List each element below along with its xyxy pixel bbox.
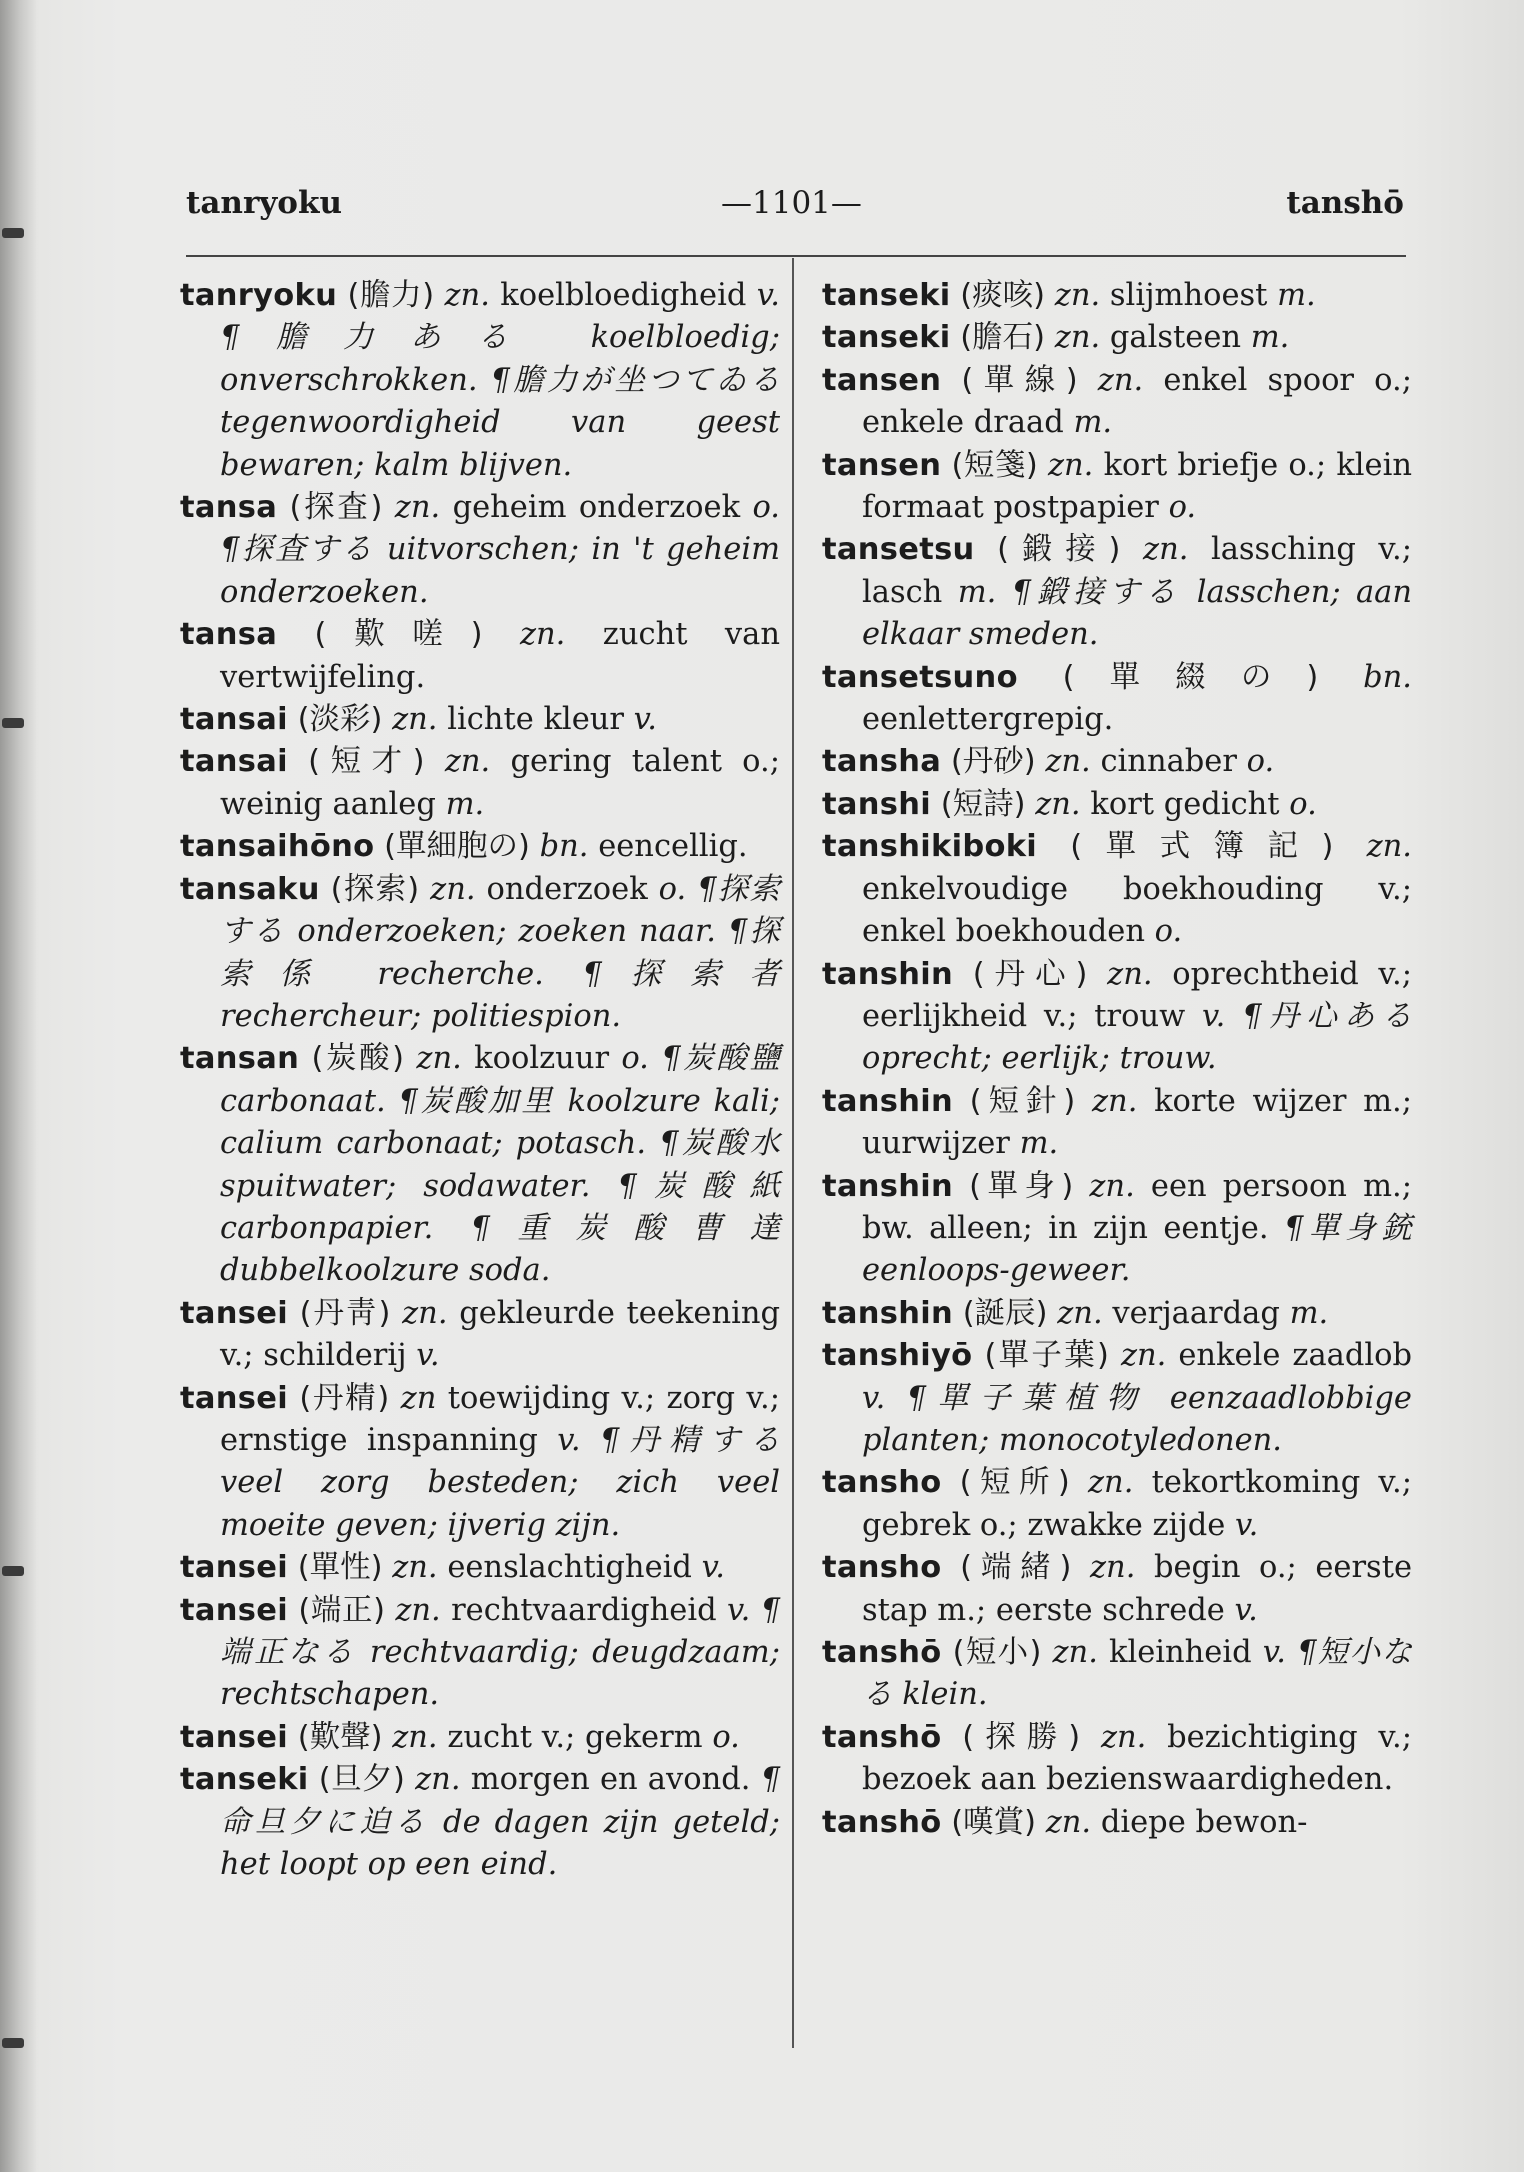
entry-grammar: zn.: [1089, 1168, 1135, 1204]
entry-grammar: zn.: [402, 1295, 448, 1331]
entry-headword: tansen: [822, 362, 942, 398]
entry-grammar: zn.: [1143, 532, 1189, 568]
entry-headword: tansaku: [180, 871, 320, 907]
entry-kanji: (淡彩): [297, 702, 383, 738]
entry-gender: o.: [1154, 914, 1183, 950]
entry-headword: tansei: [180, 1719, 288, 1755]
dictionary-entry: [822, 1081, 1412, 1166]
entry-headword: tanshin: [822, 1168, 954, 1204]
dictionary-entry: [822, 1632, 1412, 1717]
entry-gender: v.: [557, 1422, 581, 1458]
entry-definition: korte wijzer m.; uurwijzer: [862, 1083, 1412, 1162]
entry-headword: tansa: [180, 617, 278, 653]
dictionary-entry: [180, 826, 780, 868]
entry-grammar: zn.: [1087, 1465, 1134, 1501]
entry-gender: v.: [1235, 1507, 1259, 1543]
entry-kanji: (膽力): [347, 278, 435, 313]
entry-definition: een persoon m.; bw. alleen; in zijn eentje.: [862, 1168, 1412, 1246]
entry-definition: eenlettergrepig.: [862, 702, 1114, 738]
dictionary-entry: [822, 445, 1412, 530]
dictionary-entry: [180, 614, 780, 699]
entry-headword: tansan: [180, 1041, 300, 1077]
dictionary-entry: [180, 1378, 780, 1548]
entry-definition: oprechtheid v.; eerlijkheid v.; trouw: [862, 956, 1412, 1034]
entry-kanji: (單身): [969, 1168, 1074, 1204]
dictionary-entry: [180, 487, 780, 614]
dictionary-entry: [180, 1759, 780, 1886]
entry-kanji: (單細胞の): [384, 829, 530, 865]
right-column: [822, 275, 1412, 1844]
entry-kanji: (丹靑): [299, 1295, 391, 1331]
header-rule: [186, 255, 1406, 257]
entry-kanji: (探勝): [962, 1719, 1081, 1755]
entry-kanji: (單子葉): [984, 1338, 1109, 1374]
entry-headword: tanshō: [822, 1804, 942, 1840]
dictionary-entry: [180, 869, 780, 1039]
entry-gender: o.: [1289, 786, 1317, 822]
entry-definition: cinnaber: [1100, 744, 1237, 780]
entry-grammar: zn.: [392, 702, 438, 738]
page-number: —1101—: [721, 185, 862, 221]
dictionary-entry: [180, 1293, 780, 1378]
entry-definition: onderzoek: [486, 871, 648, 907]
entry-grammar: zn.: [1089, 1550, 1136, 1586]
entry-gender: v.: [1262, 1635, 1286, 1670]
entry-headword: tansai: [180, 702, 288, 738]
entry-examples: ¶探査する uitvorschen; in 't geheim onderzoeken.: [220, 532, 780, 610]
entry-definition: tekortkoming v.; gebrek o.; zwakke zijde: [862, 1465, 1412, 1543]
entry-grammar: zn.: [415, 1762, 461, 1798]
entry-gender: m.: [1289, 1295, 1329, 1331]
dictionary-entry: [180, 1547, 780, 1589]
entry-definition: bezichtiging v.; bezoek aan bezienswaardigheden.: [862, 1719, 1413, 1798]
entry-headword: tanshi: [822, 786, 931, 822]
entry-headword: tanshin: [822, 1083, 954, 1119]
entry-grammar: zn.: [395, 1592, 441, 1628]
entry-gender: o.: [621, 1041, 649, 1077]
entry-gender: m.: [1250, 320, 1290, 356]
entry-kanji: (鍛接): [997, 532, 1121, 568]
entry-definition: geheim onderzoek: [452, 490, 741, 526]
entry-gender: v.: [726, 1592, 751, 1628]
running-head-left: tanryoku: [186, 185, 342, 221]
entry-headword: tanseki: [822, 278, 951, 313]
entry-definition: lassching v.; lasch: [862, 532, 1412, 610]
entry-grammar: zn.: [1091, 1083, 1138, 1119]
entry-grammar: zn.: [444, 278, 490, 313]
entry-kanji: (短箋): [951, 447, 1038, 483]
entry-gender: o.: [712, 1719, 740, 1755]
entry-definition: galsteen: [1109, 320, 1242, 356]
dictionary-entry: [822, 1293, 1412, 1335]
entry-grammar: zn.: [1100, 1719, 1147, 1755]
entry-kanji: (痰咳): [960, 278, 1046, 313]
entry-kanji: (短才): [308, 744, 425, 780]
entry-headword: tansei: [180, 1380, 288, 1416]
entry-grammar: zn.: [1054, 320, 1101, 356]
entry-kanji: (膽石): [960, 320, 1046, 356]
entry-definition: lichte kleur: [447, 702, 624, 738]
page-binding: [0, 0, 36, 2172]
entry-grammar: zn.: [1107, 956, 1153, 992]
entry-headword: tanshin: [822, 956, 954, 992]
entry-examples: ¶鍛接する lasschen; aan elkaar smeden.: [862, 574, 1412, 653]
entry-examples: ¶探索する onderzoeken; zoeken naar. ¶探索係 recherche. ¶探索者 rechercheur; politiespion.: [220, 871, 781, 1034]
dictionary-entry: [180, 275, 780, 487]
entry-definition: zucht v.; gekerm: [447, 1719, 703, 1755]
entry-grammar: zn.: [1366, 829, 1412, 865]
entry-gender: v.: [1202, 998, 1226, 1034]
entry-definition: enkelvoudige boekhouding v.; enkel boekhouden: [862, 871, 1412, 950]
entry-examples: ¶單身銃 eenloops-geweer.: [862, 1210, 1412, 1289]
entry-grammar: zn.: [1054, 278, 1101, 313]
dictionary-entry: [822, 1717, 1412, 1802]
entry-headword: tansha: [822, 744, 942, 780]
entry-grammar: zn.: [444, 744, 491, 780]
entry-kanji: (歎嗟): [314, 617, 483, 653]
entry-kanji: (單綴の): [1062, 659, 1319, 695]
running-head: [186, 185, 1404, 235]
entry-kanji: (短針): [969, 1083, 1076, 1119]
dictionary-entry: [822, 1462, 1412, 1547]
entry-definition: slijmhoest: [1109, 278, 1268, 313]
entry-headword: tansho: [822, 1550, 942, 1586]
dictionary-entry: [822, 1802, 1412, 1844]
dictionary-entry: [822, 954, 1412, 1081]
entry-kanji: (短詩): [940, 786, 1026, 822]
entry-headword: tansetsu: [822, 532, 975, 568]
entry-kanji: (單線): [961, 362, 1078, 398]
entry-gender: m.: [445, 786, 485, 822]
entry-headword: tansei: [180, 1550, 288, 1586]
entry-gender: v.: [701, 1550, 725, 1586]
entry-headword: tansai: [180, 744, 288, 780]
entry-gender: m.: [1073, 405, 1113, 441]
entry-grammar: zn.: [416, 1041, 462, 1077]
entry-grammar: zn.: [1047, 447, 1094, 483]
entry-grammar: zn: [400, 1380, 437, 1416]
entry-headword: tanshin: [822, 1295, 954, 1331]
entry-definition: kort gedicht: [1090, 786, 1280, 822]
entry-headword: tansho: [822, 1465, 942, 1501]
binding-stitch: [2, 2038, 24, 2048]
entry-definition: eenslachtigheid: [447, 1550, 692, 1586]
dictionary-entry: [822, 275, 1412, 317]
entry-examples: ¶炭酸鹽 carbonaat. ¶炭酸加里 koolzure kali; calium carbonaat; potasch. ¶炭酸水 spuitwater; sodawater. ¶炭酸紙 carbonpapier. ¶重炭酸曹達 dubbelkoolzure soda.: [220, 1041, 780, 1289]
entry-examples: ¶短小なる klein.: [862, 1635, 1413, 1713]
entry-headword: tanshō: [822, 1719, 942, 1755]
entry-kanji: (丹心): [972, 956, 1088, 992]
binding-stitch: [2, 1566, 24, 1576]
entry-kanji: (短小): [952, 1635, 1042, 1670]
entry-gender: m.: [1277, 278, 1316, 313]
entry-kanji: (探索): [330, 871, 420, 907]
entry-headword: tanseki: [180, 1762, 309, 1798]
entry-headword: tanshō: [822, 1635, 942, 1670]
entry-gender: v.: [1234, 1592, 1258, 1628]
dictionary-entry: [180, 1038, 780, 1292]
entry-examples: ¶單子葉植物 eenzaadlobbige planten; monocotyledonen.: [862, 1380, 1412, 1458]
entry-kanji: (丹精): [299, 1380, 390, 1416]
entry-definition: rechtvaardigheid: [451, 1592, 717, 1628]
entry-examples: ¶丹心ある oprecht; eerlijk; trouw.: [862, 998, 1412, 1077]
entry-definition: gekleurde teekening v.; schilderij: [220, 1295, 781, 1374]
entry-grammar: zn.: [1045, 1804, 1092, 1840]
entry-grammar: zn.: [392, 1550, 438, 1586]
dictionary-entry: [822, 360, 1412, 445]
entry-grammar: zn.: [519, 617, 566, 653]
entry-headword: tansei: [180, 1592, 288, 1628]
entry-kanji: (端緒): [960, 1550, 1072, 1586]
binding-stitch: [2, 228, 24, 238]
entry-gender: o.: [1246, 744, 1275, 780]
entry-gender: m.: [1019, 1126, 1059, 1162]
entry-grammar: zn.: [1035, 786, 1081, 822]
dictionary-entry: [180, 1590, 780, 1717]
entry-examples: ¶端正なる rechtvaardig; deugdzaam; rechtschapen.: [220, 1592, 781, 1713]
entry-examples: ¶丹精する veel zorg besteden; zich veel moeite geven; ijverig zijn.: [220, 1422, 780, 1543]
entry-gender: v.: [862, 1380, 886, 1416]
entry-kanji: (短所): [959, 1465, 1070, 1501]
entry-grammar: zn.: [1045, 744, 1091, 780]
dictionary-entry: [180, 699, 780, 741]
entry-headword: tansetsuno: [822, 659, 1018, 695]
entry-definition: enkele zaadlob: [1178, 1338, 1412, 1374]
entry-definition: begin o.; eerste stap m.; eerste schrede: [862, 1550, 1412, 1628]
binding-stitch: [2, 718, 24, 728]
entry-definition: morgen en avond.: [470, 1762, 751, 1798]
dictionary-entry: [822, 1335, 1412, 1462]
entry-gender: o.: [752, 490, 780, 526]
entry-kanji: (歎聲): [297, 1719, 383, 1755]
entry-headword: tanryoku: [180, 278, 338, 313]
entry-definition: toewijding v.; zorg v.; ernstige inspanning: [220, 1380, 781, 1458]
entry-grammar: bn.: [1363, 659, 1412, 695]
dictionary-entry: [822, 1166, 1412, 1293]
entry-definition: kort briefje o.; klein formaat postpapier: [862, 447, 1413, 526]
entry-definition: koolzuur: [474, 1041, 610, 1077]
entry-kanji: (端正): [298, 1592, 385, 1628]
entry-gender: v.: [633, 702, 657, 738]
entry-definition: diepe bewon-: [1100, 1804, 1308, 1840]
entry-headword: tansei: [180, 1295, 288, 1331]
entry-kanji: (單性): [297, 1550, 383, 1586]
entry-grammar: zn.: [1097, 362, 1144, 398]
entry-headword: tansaihōno: [180, 829, 375, 865]
entry-headword: tanseki: [822, 320, 951, 356]
entry-grammar: zn.: [392, 1719, 438, 1755]
entry-gender: m.: [957, 574, 997, 610]
entry-examples: ¶膽力ある koelbloedig; onverschrokken. ¶膽力が坐つてゐる tegenwoordigheid van geest bewaren; kalm blijven.: [220, 320, 780, 483]
entry-kanji: (炭酸): [311, 1041, 405, 1077]
entry-grammar: zn.: [394, 490, 441, 526]
entry-kanji: (旦夕): [318, 1762, 405, 1798]
entry-grammar: bn.: [539, 829, 589, 865]
entry-kanji: (嘆賞): [951, 1804, 1037, 1840]
dictionary-entry: [180, 1717, 780, 1759]
entry-kanji: (誕辰): [962, 1295, 1048, 1331]
entry-grammar: zn.: [1057, 1295, 1103, 1331]
entry-definition: gering talent o.; weinig aanleg: [220, 744, 780, 822]
entry-gender: o.: [658, 871, 687, 907]
column-divider: [792, 258, 794, 2048]
entry-grammar: zn.: [1120, 1338, 1167, 1374]
entry-kanji: (探査): [289, 490, 383, 526]
entry-definition: zucht van vertwijfeling.: [220, 617, 780, 695]
entry-grammar: zn.: [430, 871, 476, 907]
dictionary-entry: [822, 657, 1412, 742]
dictionary-entry: [822, 1547, 1412, 1632]
entry-definition: verjaardag: [1112, 1295, 1280, 1331]
entry-definition: eencellig.: [598, 829, 748, 865]
entry-gender: o.: [1168, 490, 1197, 526]
entry-headword: tansen: [822, 447, 942, 483]
entry-gender: v.: [756, 278, 780, 313]
entry-headword: tanshiyō: [822, 1338, 973, 1374]
dictionary-entry: [822, 529, 1412, 656]
entry-headword: tanshikiboki: [822, 829, 1038, 865]
dictionary-entry: [822, 317, 1412, 359]
dictionary-entry: [822, 826, 1412, 953]
entry-definition: kleinheid: [1108, 1635, 1252, 1670]
left-column: [180, 275, 780, 1886]
entry-headword: tansa: [180, 490, 278, 526]
running-head-right: tanshō: [1286, 185, 1404, 221]
entry-definition: enkel spoor o.; enkele draad: [862, 362, 1412, 441]
entry-gender: v.: [416, 1338, 440, 1374]
dictionary-entry: [822, 741, 1412, 783]
entry-kanji: (丹砂): [950, 744, 1036, 780]
entry-kanji: (單式簿記): [1070, 829, 1334, 865]
dictionary-entry: [180, 741, 780, 826]
entry-grammar: zn.: [1052, 1635, 1098, 1670]
dictionary-entry: [822, 784, 1412, 826]
entry-examples: ¶命旦夕に迫る de dagen zijn geteld; het loopt op een eind.: [220, 1762, 781, 1883]
entry-definition: koelbloedigheid: [500, 278, 747, 313]
